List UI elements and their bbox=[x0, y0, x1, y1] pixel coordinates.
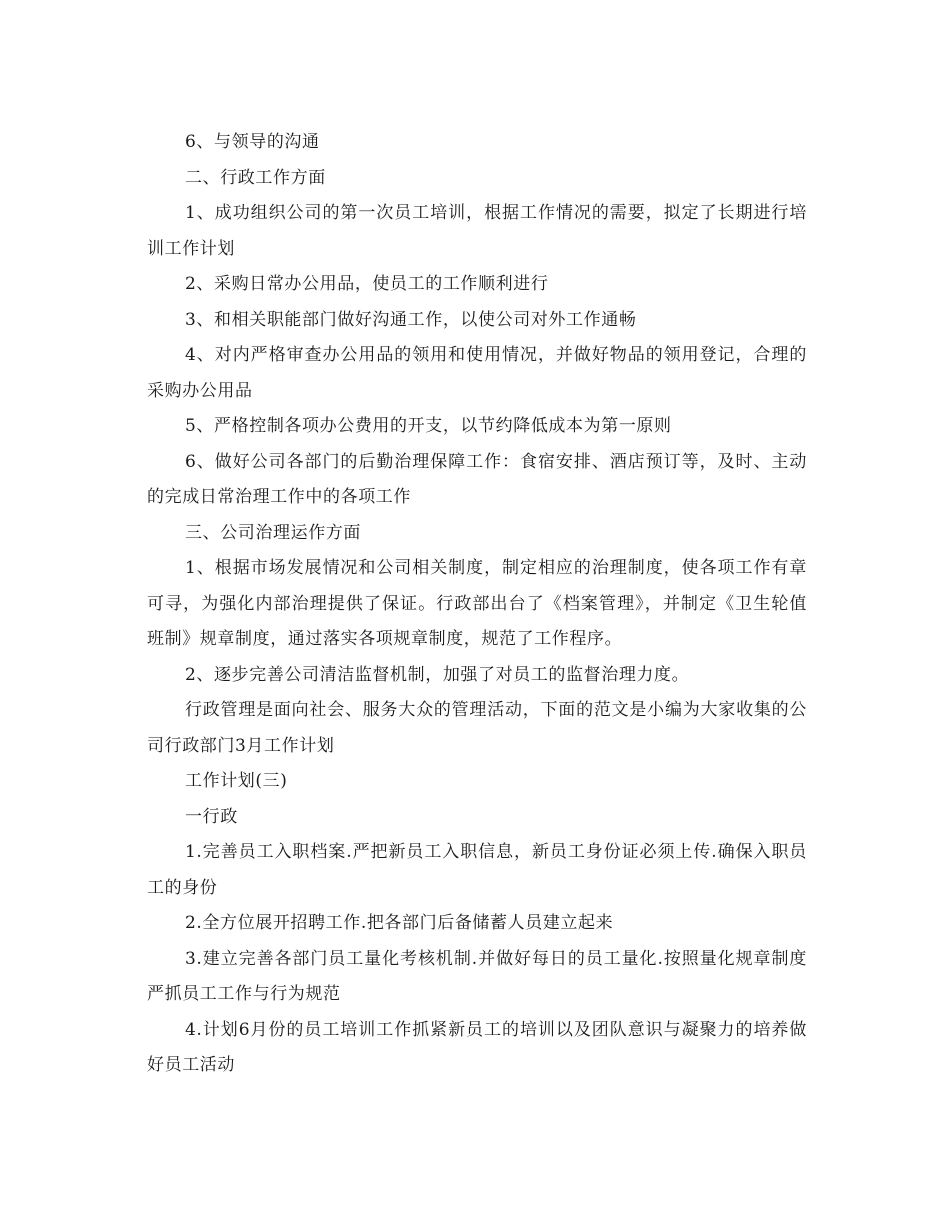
paragraph: 2、采购日常办公用品，使员工的工作顺利进行 bbox=[185, 274, 549, 294]
section-heading: 工作计划(三) bbox=[185, 771, 288, 791]
paragraph: 4、对内严格审查办公用品的领用和使用情况，并做好物品的领用登记，合理的采购办公用品 bbox=[147, 345, 807, 401]
paragraph: 3、和相关职能部门做好沟通工作，以使公司对外工作通畅 bbox=[185, 309, 637, 330]
paragraph: 2、逐步完善公司清洁监督机制，加强了对员工的监督治理力度。 bbox=[185, 664, 690, 685]
paragraph: 3.建立完善各部门员工量化考核机制.并做好每日的员工量化.按照量化规章制度严抓员工工作与行为规范 bbox=[147, 948, 807, 1004]
paragraph: 1、根据市场发展情况和公司相关制度，制定相应的治理制度，使各项工作有章可寻，为强化内部治理提供了保证。行政部出台了《档案管理》，并制定《卫生轮值班制》规章制度，通过落实各项规章制度，规范了工作程序。 bbox=[147, 558, 807, 649]
document-body bbox=[147, 125, 807, 1084]
section-heading: 二、行政工作方面 bbox=[185, 167, 326, 188]
paragraph: 6、做好公司各部门的后勤治理保障工作：食宿安排、酒店预订等，及时、主动的完成日常治理工作中的各项工作 bbox=[147, 451, 807, 507]
paragraph: 2.全方位展开招聘工作.把各部门后备储蓄人员建立起来 bbox=[185, 913, 614, 933]
paragraph: 行政管理是面向社会、服务大众的管理活动，下面的范文是小编为大家收集的公司行政部门3月工作计划 bbox=[147, 700, 807, 756]
paragraph: 1.完善员工入职档案.严把新员工入职信息，新员工身份证必须上传.确保入职员工的身份 bbox=[147, 842, 807, 898]
section-heading: 一行政 bbox=[185, 806, 238, 827]
section-heading: 三、公司治理运作方面 bbox=[185, 522, 361, 543]
paragraph: 4.计划6月份的员工培训工作抓紧新员工的培训以及团队意识与凝聚力的培养做好员工活动 bbox=[147, 1019, 807, 1075]
paragraph: 6、与领导的沟通 bbox=[185, 132, 320, 152]
paragraph: 5、严格控制各项办公费用的开支，以节约降低成本为第一原则 bbox=[185, 416, 672, 436]
paragraph: 1、成功组织公司的第一次员工培训，根据工作情况的需要，拟定了长期进行培训工作计划 bbox=[147, 203, 807, 259]
